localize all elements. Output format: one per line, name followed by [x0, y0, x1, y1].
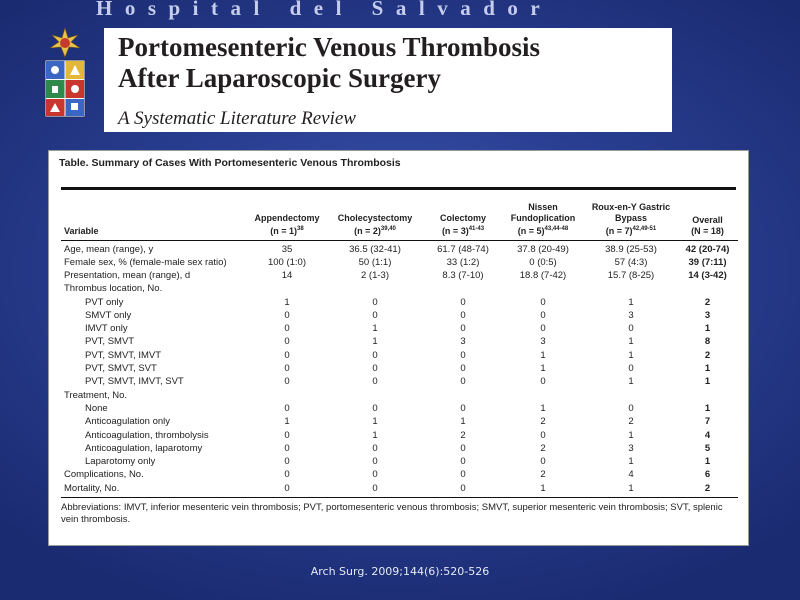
cell-value: 0: [460, 376, 466, 388]
cell-value: 0: [284, 336, 290, 348]
cell-value: 0: [540, 296, 546, 308]
cell-value: 1: [284, 296, 290, 308]
cell-value: 0: [540, 323, 546, 335]
star-emblem: [50, 28, 80, 57]
column-header-refs: 41-43: [468, 225, 485, 232]
row-label: IMVT only: [85, 323, 128, 335]
row-label: Anticoagulation only: [85, 416, 171, 428]
row-label: Female sex, % (female-male sex ratio): [64, 256, 227, 268]
cell-value: 3: [460, 336, 466, 348]
table-row: [61, 455, 738, 468]
column-header-refs: 42,49-51: [632, 225, 657, 232]
cell-value: 0: [460, 456, 466, 468]
cell-value: 14: [281, 269, 293, 281]
cell-overall: 1: [704, 402, 711, 414]
cell-value: 0: [284, 469, 290, 481]
cell-overall: 39 (7:11): [688, 256, 727, 268]
cell-overall: 6: [704, 469, 711, 481]
cell-value: 0: [372, 309, 378, 321]
cell-value: 1: [284, 416, 290, 428]
cell-value: 0: [540, 309, 546, 321]
cell-value: 1: [628, 456, 634, 468]
column-header-refs: 39,40: [380, 225, 396, 232]
cell-value: 0: [460, 442, 466, 454]
cell-value: 38.9 (25-53): [605, 243, 657, 255]
row-label: Thrombus location, No.: [64, 283, 163, 295]
shield-emblem: [45, 60, 85, 117]
column-header-n: (n = 3): [441, 225, 469, 236]
cell-value: 1: [540, 349, 546, 361]
cell-value: [249, 388, 325, 401]
cell-overall: 42 (20-74): [685, 243, 730, 255]
row-label: Presentation, mean (range), d: [64, 269, 191, 281]
article-subtitle: A Systematic Literature Review: [118, 108, 356, 129]
column-header: [249, 190, 325, 240]
cell-value: 0: [460, 363, 466, 375]
title-panel: [104, 28, 672, 132]
row-label: Anticoagulation, thrombolysis: [85, 429, 209, 441]
row-label: PVT, SMVT, IMVT, SVT: [85, 376, 184, 388]
cell-overall: 8: [704, 336, 711, 348]
cell-value: [501, 388, 585, 401]
cell-value: 2: [540, 469, 546, 481]
row-label: PVT, SMVT, IMVT: [85, 349, 162, 361]
summary-table: [61, 190, 738, 498]
cell-value: 0: [460, 469, 466, 481]
article-title-line-2: After Laparoscopic Surgery: [118, 63, 441, 93]
cell-value: 1: [628, 376, 634, 388]
cell-value: 0: [284, 429, 290, 441]
cell-overall: [677, 388, 738, 401]
cell-value: 33 (1:2): [446, 256, 480, 268]
table-row: [61, 362, 738, 375]
cell-value: 1: [628, 349, 634, 361]
row-label: Mortality, No.: [64, 482, 120, 494]
column-header: [425, 190, 501, 240]
cell-overall: [677, 282, 738, 295]
column-header-n: (n = 5): [517, 225, 545, 236]
table-row: [61, 349, 738, 362]
cell-overall: 1: [704, 323, 711, 335]
column-header-refs: 43,44-48: [544, 225, 569, 232]
cell-value: 57 (4:3): [614, 256, 648, 268]
column-header-n: (n = 7): [605, 225, 633, 236]
table-caption: Table. Summary of Cases With Portomesenteric Venous Thrombosis: [59, 157, 401, 169]
cell-value: 0: [372, 363, 378, 375]
table-row: [61, 240, 738, 256]
article-title-line-1: Portomesenteric Venous Thrombosis: [118, 32, 541, 62]
table-row: [61, 322, 738, 335]
cell-value: 2 (1-3): [361, 269, 389, 281]
cell-overall: 1: [704, 456, 711, 468]
cell-value: 2: [540, 442, 546, 454]
cell-overall: 5: [704, 442, 711, 454]
table-row: [61, 269, 738, 282]
table-row: [61, 428, 738, 441]
cell-value: 1: [540, 363, 546, 375]
cell-value: 0: [628, 402, 634, 414]
cell-value: [249, 282, 325, 295]
cell-value: 1: [628, 429, 634, 441]
column-header-n: (n = 2): [354, 225, 381, 236]
cell-value: 0: [284, 442, 290, 454]
column-header-label: Cholecystectomy: [337, 212, 413, 223]
cell-value: 0: [460, 349, 466, 361]
row-label: Complications, No.: [64, 469, 144, 481]
cell-value: 0: [284, 482, 290, 494]
table-row: [61, 282, 738, 295]
table-row: [61, 335, 738, 348]
column-header-count: [501, 224, 585, 237]
column-header-label: Roux-en-Y Gastric Bypass: [591, 201, 671, 223]
table-row: [61, 442, 738, 455]
column-header-label: Colectomy: [439, 212, 486, 223]
cell-value: 0: [460, 323, 466, 335]
cell-value: 0: [372, 402, 378, 414]
column-header-count: [325, 224, 425, 237]
table-row: [61, 256, 738, 269]
cell-value: 1: [460, 416, 466, 428]
row-label: Laparotomy only: [85, 456, 156, 468]
column-header-count: [585, 224, 677, 237]
table-row: [61, 482, 738, 498]
cell-value: 15.7 (8-25): [607, 269, 655, 281]
cell-value: [325, 388, 425, 401]
cell-value: 2: [540, 416, 546, 428]
cell-value: 0: [284, 363, 290, 375]
cell-value: 0: [372, 482, 378, 494]
cell-overall: 2: [704, 296, 711, 308]
column-header-count: [677, 226, 738, 237]
hospital-name: Hospital del Salvador: [96, 0, 553, 20]
university-crest-logo: [40, 26, 90, 120]
summary-table-panel: [48, 150, 749, 546]
column-header-variable: [61, 190, 249, 240]
cell-value: 2: [628, 416, 634, 428]
cell-value: 0 (0:5): [529, 256, 557, 268]
table-row: [61, 468, 738, 481]
cell-overall: 1: [704, 363, 711, 375]
cell-value: 0: [284, 456, 290, 468]
column-header: [677, 190, 738, 240]
table-header-row: [61, 190, 738, 240]
row-label: Age, mean (range), y: [64, 243, 154, 255]
cell-value: [501, 282, 585, 295]
table-row: [61, 309, 738, 322]
cell-value: 1: [540, 482, 546, 494]
row-label: PVT, SMVT, SVT: [85, 363, 157, 375]
column-header-label: Variable: [64, 225, 99, 236]
cell-value: 0: [284, 376, 290, 388]
cell-value: 1: [372, 429, 378, 441]
cell-value: 0: [460, 309, 466, 321]
cell-value: 0: [284, 349, 290, 361]
cell-value: [585, 388, 677, 401]
cell-value: 1: [628, 336, 634, 348]
cell-value: 1: [372, 416, 378, 428]
cell-value: 4: [628, 469, 634, 481]
cell-value: [325, 282, 425, 295]
table-row: [61, 388, 738, 401]
table-row: [61, 402, 738, 415]
column-header: [585, 190, 677, 240]
cell-value: 37.8 (20-49): [517, 243, 569, 255]
cell-value: 1: [372, 323, 378, 335]
cell-overall: 7: [704, 416, 711, 428]
cell-overall: 2: [704, 349, 711, 361]
cell-value: 0: [460, 296, 466, 308]
cell-value: [425, 388, 501, 401]
cell-overall: 2: [704, 482, 711, 494]
cell-value: 2: [460, 429, 466, 441]
row-label: SMVT only: [85, 309, 132, 321]
abbreviations-note: Abbreviations: IMVT, inferior mesenteric vein thrombosis; PVT, portomesenteric venous thrombosis; SMVT, superior mesenteric vein thrombosis; SVT, splenic vein thrombosis.: [61, 501, 723, 525]
column-header-count: [249, 224, 325, 237]
column-header-label: Overall: [692, 214, 723, 225]
column-header-n: (N = 18): [691, 225, 724, 236]
cell-value: 0: [372, 296, 378, 308]
cell-value: 35: [281, 243, 293, 255]
cell-value: 0: [372, 376, 378, 388]
table-row: [61, 375, 738, 388]
cell-value: 0: [372, 456, 378, 468]
cell-value: 0: [628, 363, 634, 375]
column-header: [325, 190, 425, 240]
column-header-label: Appendectomy: [254, 212, 320, 223]
row-label: PVT only: [85, 296, 124, 308]
row-label: None: [85, 402, 108, 414]
cell-value: 8.3 (7-10): [442, 269, 484, 281]
cell-value: 1: [628, 296, 634, 308]
cell-value: 0: [284, 323, 290, 335]
cell-value: 3: [540, 336, 546, 348]
cell-value: 0: [540, 376, 546, 388]
cell-value: 0: [460, 402, 466, 414]
cell-value: 0: [540, 429, 546, 441]
cell-overall: 14 (3-42): [688, 269, 727, 281]
cell-overall: 4: [704, 429, 711, 441]
cell-value: 0: [372, 469, 378, 481]
cell-value: 0: [460, 482, 466, 494]
table-row: [61, 295, 738, 308]
cell-value: 50 (1:1): [358, 256, 392, 268]
table-body: [61, 240, 738, 497]
cell-value: 0: [628, 323, 634, 335]
cell-value: 0: [372, 349, 378, 361]
cell-value: 1: [540, 402, 546, 414]
cell-value: 36.5 (32-41): [349, 243, 401, 255]
citation: Arch Surg. 2009;144(6):520-526: [310, 565, 490, 578]
cell-value: 61.7 (48-74): [437, 243, 489, 255]
cell-overall: 1: [704, 376, 711, 388]
column-header: [501, 190, 585, 240]
cell-value: 1: [628, 482, 634, 494]
column-header-label: Nissen Fundoplication: [510, 201, 576, 223]
cell-value: [425, 282, 501, 295]
table-row: [61, 415, 738, 428]
column-header-count: [425, 224, 501, 237]
cell-value: 3: [628, 442, 634, 454]
cell-value: 0: [372, 442, 378, 454]
cell-value: 1: [372, 336, 378, 348]
cell-value: 100 (1:0): [267, 256, 307, 268]
cell-value: 18.8 (7-42): [519, 269, 567, 281]
cell-value: 0: [540, 456, 546, 468]
cell-value: 0: [284, 402, 290, 414]
column-header-refs: 38: [297, 225, 304, 232]
row-label: Anticoagulation, laparotomy: [85, 442, 203, 454]
row-label: PVT, SMVT: [85, 336, 135, 348]
cell-overall: 3: [704, 309, 711, 321]
cell-value: 3: [628, 309, 634, 321]
cell-value: 0: [284, 309, 290, 321]
column-header-n: (n = 1): [270, 225, 298, 236]
cell-value: [585, 282, 677, 295]
row-label: Treatment, No.: [64, 389, 128, 401]
